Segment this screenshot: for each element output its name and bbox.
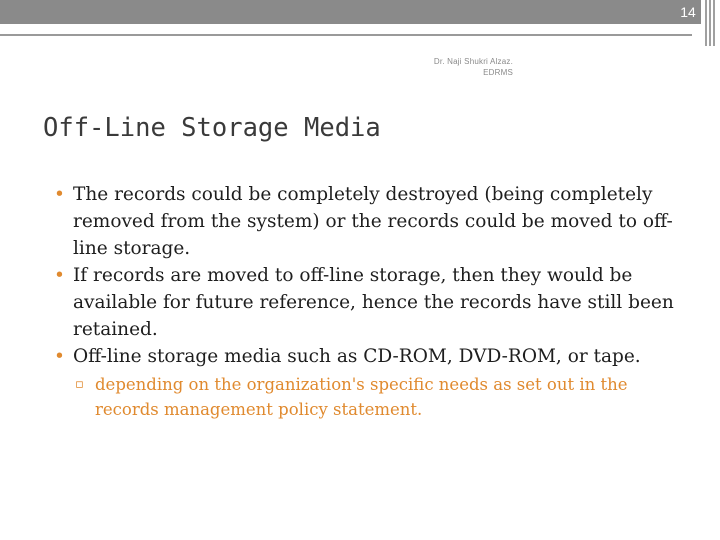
bullet-icon: • bbox=[54, 346, 65, 367]
sub-bullet-text: depending on the organization's specific needs as set out in the records management policy statement. bbox=[95, 375, 628, 419]
bullet-item bbox=[54, 262, 694, 343]
bullet-icon: • bbox=[54, 265, 65, 286]
sub-bullet-list bbox=[73, 372, 694, 422]
bullet-text: Off-line storage media such as CD-ROM, DVD-ROM, or tape. bbox=[73, 346, 641, 367]
page-number: 14 bbox=[680, 4, 696, 20]
bullet-icon: • bbox=[54, 184, 65, 205]
header-bar bbox=[0, 0, 701, 24]
bullet-text: The records could be completely destroyed (being completely removed from the system) or the records could be moved to off-line storage. bbox=[73, 184, 673, 259]
decorative-stripes bbox=[705, 0, 717, 46]
square-bullet-icon: ▫ bbox=[75, 377, 84, 392]
author-name: Dr. Naji Shukri Alzaz. bbox=[433, 57, 513, 66]
author-label bbox=[400, 56, 513, 78]
right-margin bbox=[701, 0, 720, 540]
bullet-item bbox=[54, 343, 694, 422]
bullet-item bbox=[54, 181, 694, 262]
sub-bullet-item bbox=[73, 372, 694, 422]
bullet-text: If records are moved to off-line storage, then they would be available for future reference, hence the records have still been retained. bbox=[73, 265, 674, 340]
slide-title: Off-Line Storage Media bbox=[43, 113, 381, 143]
bullet-list bbox=[54, 181, 694, 422]
header-divider bbox=[0, 34, 692, 36]
course-name: EDRMS bbox=[483, 68, 513, 77]
